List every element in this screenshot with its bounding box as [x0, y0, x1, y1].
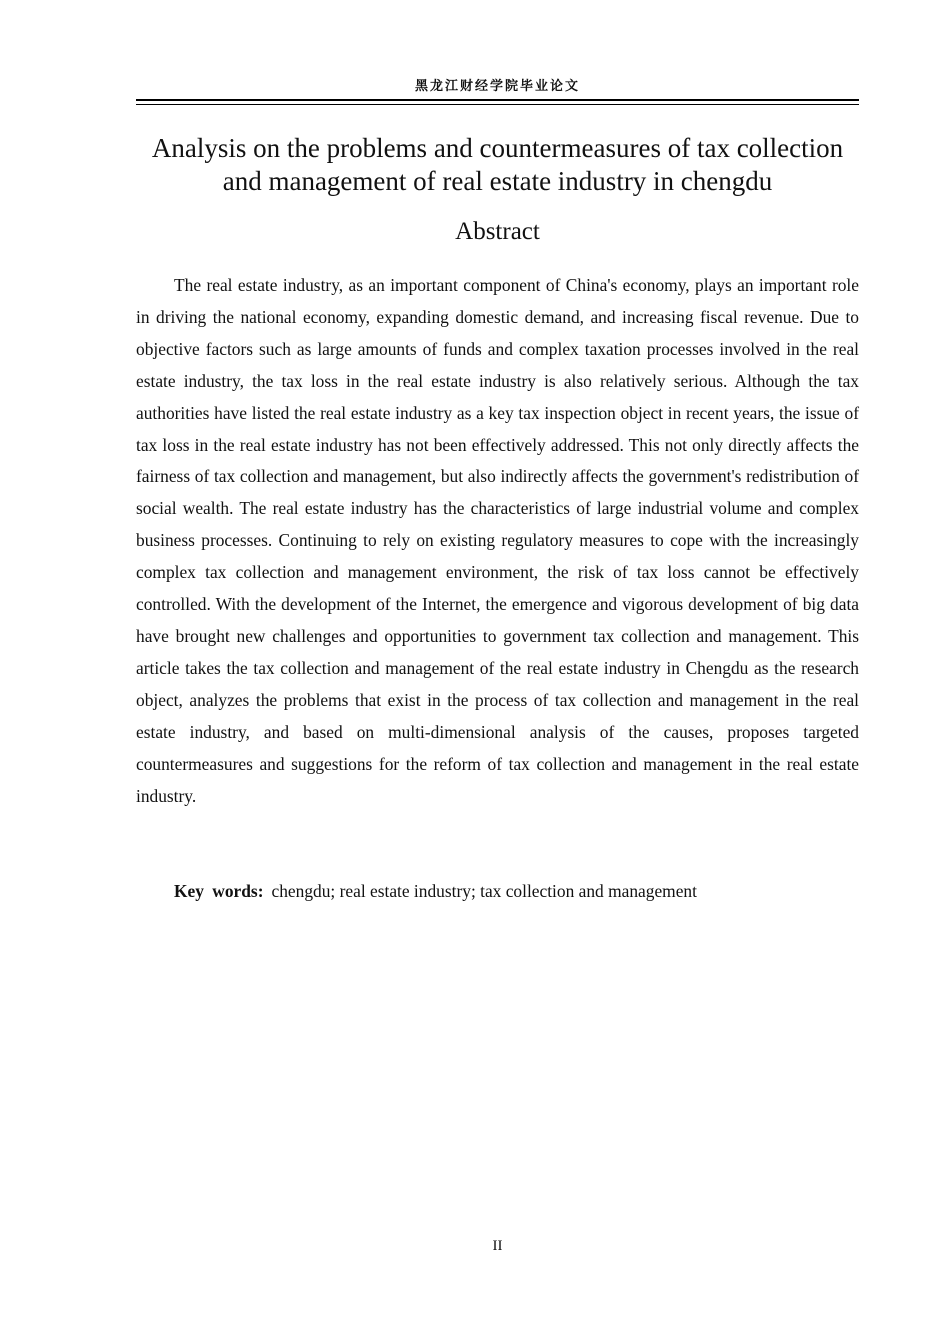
paper-title: Analysis on the problems and countermeasures of tax collection and management of real estate industry in chengdu: [151, 133, 844, 196]
keywords-line: [174, 876, 859, 907]
keywords-value: chengdu; real estate industry; tax collection and management: [271, 881, 697, 901]
header-rule-thick: [136, 99, 859, 101]
keywords-label: Key words:: [174, 881, 264, 901]
page-number: II: [492, 1238, 503, 1254]
running-header: 黑龙江财经学院毕业论文: [414, 79, 580, 94]
abstract-heading: Abstract: [455, 218, 540, 245]
abstract-paragraph: The real estate industry, as an important component of China's economy, plays an important role in driving the national economy, expanding domestic demand, and increasing fiscal revenue. Due to objective factors such as large amounts of funds and complex taxation processes involved in the real estate industry, the tax loss in the real estate industry is also relatively serious. Although the tax authorities have listed the real estate industry as a key tax inspection object in recent years, the issue of tax loss in the real estate industry has not been effectively addressed. This not only directly affects the fairness of tax collection and management, but also indirectly affects the government's redistribution of social wealth. The real estate industry has the characteristics of large industrial volume and complex business processes. Continuing to rely on existing regulatory measures to cope with the increasingly complex tax collection and management environment, the risk of tax loss cannot be effectively controlled. With the development of the Internet, the emergence and vigorous development of big data have brought new challenges and opportunities to government tax collection and management. This article takes the tax collection and management of the real estate industry in Chengdu as the research object, analyzes the problems that exist in the process of tax collection and management in the real estate industry, and based on multi-dimensional analysis of the causes, proposes targeted countermeasures and suggestions for the reform of tax collection and management in the real estate industry.: [136, 275, 859, 806]
header-rule-thin: [136, 104, 859, 105]
